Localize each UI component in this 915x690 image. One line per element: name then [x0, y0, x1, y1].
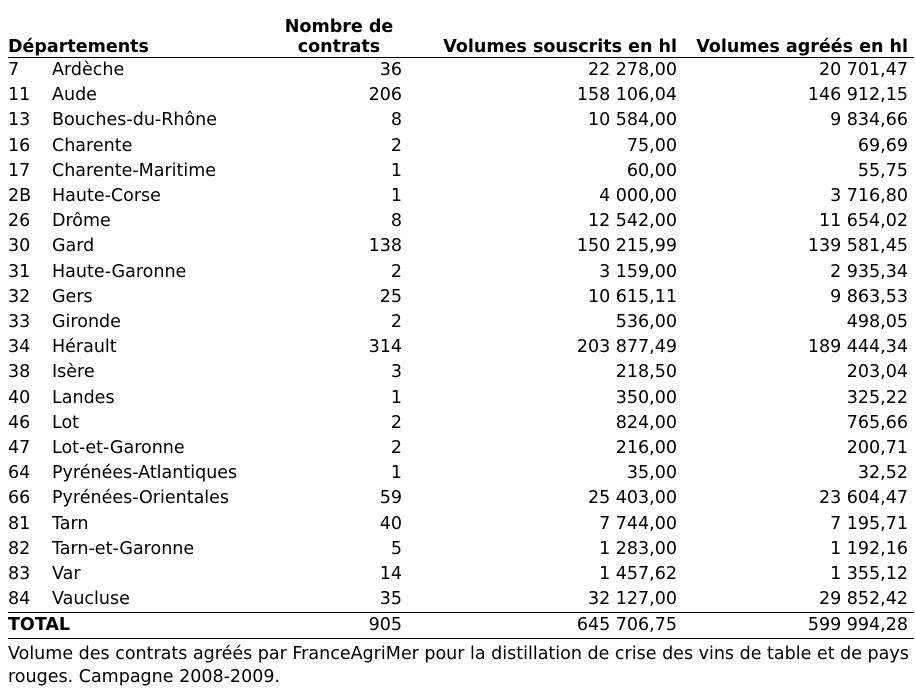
volume-agree: 146 912,15	[807, 85, 909, 106]
volume-agree: 9 863,53	[830, 286, 909, 307]
volume-souscrit: 158 106,04	[576, 85, 678, 106]
table-row	[8, 512, 914, 537]
department-code: 32	[8, 286, 31, 307]
table-row	[8, 184, 914, 209]
department-name: Lot-et-Garonne	[52, 438, 185, 459]
table-row	[8, 83, 914, 108]
table-row	[8, 209, 914, 234]
header-nombre-contrats	[268, 8, 410, 58]
department-code: 66	[8, 488, 31, 509]
table-row	[8, 436, 914, 461]
header-departements: Départements	[8, 37, 149, 57]
header-row	[8, 8, 914, 58]
table-row	[8, 386, 914, 411]
volume-souscrit: 350,00	[615, 387, 678, 408]
department-code: 84	[8, 589, 31, 610]
volume-agree: 7 195,71	[830, 513, 909, 534]
volume-souscrit: 536,00	[615, 312, 678, 333]
department-code: 40	[8, 387, 31, 408]
volume-agree: 1 192,16	[830, 538, 909, 559]
department-name: Gers	[52, 286, 93, 307]
volume-souscrit: 35,00	[626, 463, 678, 484]
volume-agree: 203,04	[846, 362, 909, 383]
department-code: 30	[8, 236, 31, 257]
header-volumes-agrees: Volumes agréés en hl	[696, 37, 909, 57]
department-name: Landes	[52, 387, 115, 408]
volume-souscrit: 3 159,00	[599, 261, 678, 282]
volume-souscrit: 218,50	[615, 362, 678, 383]
contract-count: 314	[368, 337, 403, 358]
table-row	[8, 58, 914, 84]
contract-count: 8	[390, 110, 403, 131]
volume-agree: 69,69	[857, 135, 909, 156]
contract-count: 2	[390, 261, 403, 282]
table-row	[8, 562, 914, 587]
contract-count: 25	[379, 286, 403, 307]
department-code: 11	[8, 85, 31, 106]
contract-count: 35	[379, 589, 403, 610]
volume-souscrit: 10 584,00	[587, 110, 678, 131]
department-code: 2B	[8, 186, 32, 207]
header-nombre-line2: contrats	[297, 37, 381, 57]
table-header	[8, 8, 914, 58]
contract-count: 5	[390, 538, 403, 559]
department-code: 47	[8, 438, 31, 459]
table-row	[8, 360, 914, 385]
volume-agree: 3 716,80	[830, 186, 909, 207]
volume-souscrit: 25 403,00	[587, 488, 678, 509]
department-name: Haute-Garonne	[52, 261, 187, 282]
volume-agree: 325,22	[846, 387, 909, 408]
table-row	[8, 134, 914, 159]
volume-agree: 2 935,34	[830, 261, 909, 282]
volume-agree: 200,71	[846, 438, 909, 459]
volume-souscrit: 60,00	[626, 160, 678, 181]
contract-count: 206	[368, 85, 403, 106]
department-name: Aude	[52, 85, 97, 106]
contract-count: 1	[390, 160, 403, 181]
table-body	[8, 58, 914, 613]
department-code: 33	[8, 312, 31, 333]
volume-souscrit: 1 283,00	[599, 538, 678, 559]
contract-count: 1	[390, 463, 403, 484]
department-name: Gard	[52, 236, 95, 257]
table-row	[8, 285, 914, 310]
contract-count: 2	[390, 438, 403, 459]
volume-agree: 765,66	[846, 412, 909, 433]
contract-count: 138	[368, 236, 403, 257]
volume-agree: 1 355,12	[830, 564, 909, 585]
volume-souscrit: 7 744,00	[599, 513, 678, 534]
department-name: Hérault	[52, 337, 117, 358]
total-volumes-souscrits: 645 706,75	[576, 615, 678, 636]
department-name: Charente-Maritime	[52, 160, 217, 181]
volume-agree: 498,05	[846, 312, 909, 333]
volume-agree: 29 852,42	[818, 589, 909, 610]
contracts-table	[8, 8, 914, 639]
volume-agree: 9 834,66	[830, 110, 909, 131]
department-name: Gironde	[52, 312, 121, 333]
department-code: 38	[8, 362, 31, 383]
total-row	[8, 613, 914, 639]
volume-agree: 55,75	[857, 160, 909, 181]
contract-count: 40	[379, 513, 403, 534]
table-row	[8, 310, 914, 335]
volume-souscrit: 216,00	[615, 438, 678, 459]
department-code: 64	[8, 463, 31, 484]
volume-souscrit: 1 457,62	[599, 564, 678, 585]
volume-agree: 23 604,47	[818, 488, 909, 509]
volume-agree: 20 701,47	[818, 60, 909, 80]
department-name: Pyrénées-Orientales	[52, 488, 230, 509]
department-code: 46	[8, 412, 31, 433]
department-code: 13	[8, 110, 31, 131]
department-code: 83	[8, 564, 31, 585]
total-volumes-agrees: 599 994,28	[807, 615, 909, 636]
department-name: Lot	[52, 412, 80, 433]
table-row	[8, 335, 914, 360]
contract-count: 2	[390, 312, 403, 333]
contract-count: 14	[379, 564, 403, 585]
department-name: Bouches-du-Rhône	[52, 110, 218, 131]
volume-souscrit: 10 615,11	[587, 286, 678, 307]
table-row	[8, 486, 914, 511]
volume-souscrit: 824,00	[615, 412, 678, 433]
department-code: 82	[8, 538, 31, 559]
table-footer	[8, 613, 914, 639]
table-caption: Volume des contrats agréés par FranceAgriMer pour la distillation de crise des vins de table et de pays rouges. Campagne 2008-2009.	[8, 644, 909, 687]
header-volumes-souscrits: Volumes souscrits en hl	[443, 37, 678, 57]
volume-souscrit: 150 215,99	[576, 236, 678, 257]
department-name: Charente	[52, 135, 133, 156]
table-row	[8, 260, 914, 285]
contract-count: 2	[390, 412, 403, 433]
department-code: 26	[8, 211, 31, 232]
volume-souscrit: 4 000,00	[599, 186, 678, 207]
table-row	[8, 411, 914, 436]
contract-count: 2	[390, 135, 403, 156]
contract-count: 3	[390, 362, 403, 383]
volume-agree: 11 654,02	[818, 211, 909, 232]
department-name: Tarn-et-Garonne	[52, 538, 195, 559]
total-contrats: 905	[368, 615, 403, 636]
department-code: 17	[8, 160, 31, 181]
volume-agree: 139 581,45	[807, 236, 909, 257]
contract-count: 36	[379, 60, 403, 80]
header-nombre-line1: Nombre de	[284, 17, 394, 37]
department-name: Vaucluse	[52, 589, 130, 610]
department-code: 34	[8, 337, 31, 358]
volume-souscrit: 12 542,00	[587, 211, 678, 232]
department-name: Isère	[52, 362, 95, 383]
table-row	[8, 537, 914, 562]
volume-souscrit: 75,00	[626, 135, 678, 156]
table-row	[8, 159, 914, 184]
volume-agree: 32,52	[857, 463, 909, 484]
contract-count: 59	[379, 488, 403, 509]
table-row	[8, 234, 914, 259]
contract-count: 1	[390, 387, 403, 408]
department-name: Tarn	[52, 513, 89, 534]
table-row	[8, 587, 914, 613]
department-code: 31	[8, 261, 31, 282]
department-name: Ardèche	[52, 60, 125, 80]
contract-count: 1	[390, 186, 403, 207]
department-code: 81	[8, 513, 31, 534]
volume-souscrit: 32 127,00	[587, 589, 678, 610]
department-name: Var	[52, 564, 81, 585]
table-row	[8, 108, 914, 133]
volume-souscrit: 203 877,49	[576, 337, 678, 358]
department-code: 16	[8, 135, 31, 156]
total-label: TOTAL	[8, 615, 71, 636]
volume-agree: 189 444,34	[807, 337, 909, 358]
department-code: 7	[8, 60, 20, 80]
department-name: Drôme	[52, 211, 111, 232]
department-name: Haute-Corse	[52, 186, 161, 207]
contract-count: 8	[390, 211, 403, 232]
department-name: Pyrénées-Atlantiques	[52, 463, 238, 484]
table-row	[8, 461, 914, 486]
volume-souscrit: 22 278,00	[587, 60, 678, 80]
